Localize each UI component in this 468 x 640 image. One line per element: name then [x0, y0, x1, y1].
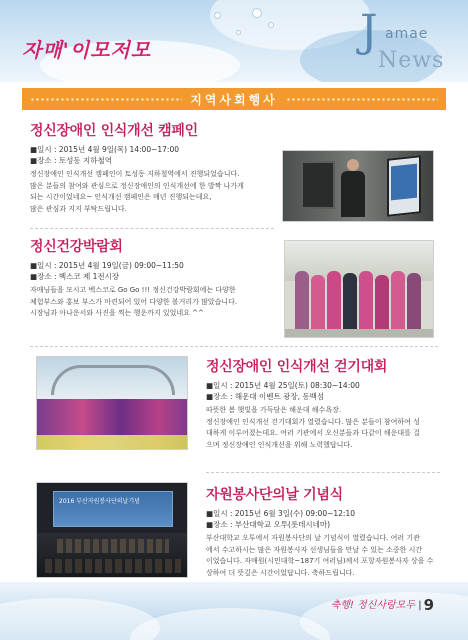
- article-place: ■장소 : 토성동 지하철역: [30, 156, 112, 165]
- brand-news: News: [378, 48, 445, 73]
- water-drop-icon: [268, 22, 274, 28]
- photo-person: [343, 273, 357, 331]
- article-date: ■일시 : 2015년 4월 19일(금) 09:00~11:50: [30, 261, 184, 270]
- photo-person-head: [347, 159, 359, 171]
- article-line: 으며 정신장애인 인식개선을 위해 노력했답니다.: [206, 440, 353, 449]
- water-drop-icon: [236, 30, 241, 35]
- photo-booth: [301, 161, 335, 209]
- article-volunteer-day: [206, 484, 456, 579]
- photo-floor: [285, 329, 434, 338]
- article-meta: [30, 260, 270, 282]
- volunteer-ceremony-photo: [36, 482, 188, 578]
- article-divider: [30, 228, 274, 229]
- article-line: 이었습니다. 자매원(시민대학~187기 여러님)께서 포항자원봉사자 상을 수: [206, 557, 434, 565]
- brand-name: amae: [385, 26, 429, 42]
- article-meta: [206, 508, 456, 530]
- walking-event-photo: [36, 356, 188, 450]
- photo-stage-arch: [51, 365, 175, 395]
- article-line: 정신장애인 인식개선 캠페인이 토성동 지하철역에서 진행되었습니다.: [30, 170, 240, 178]
- page-number-block: [331, 596, 434, 614]
- section-title: 지역사회행사: [190, 92, 278, 107]
- page-number: 9: [423, 596, 434, 614]
- article-line: 자매님들을 모시고 벡스코로 Go Go !!! 정신건강박람회에는 다양한: [30, 286, 236, 294]
- water-drop-icon: [214, 12, 221, 19]
- article-body: [30, 169, 270, 215]
- article-place: ■장소 : 해운대 이벤트 광장, 동백섬: [206, 392, 325, 401]
- article-title: 정신장애인 인식개선 캠페인: [30, 123, 198, 139]
- photo-seat-row: [45, 559, 181, 573]
- photo-person: [391, 271, 405, 331]
- photo-sign-screen: [391, 164, 417, 201]
- water-drop-icon: [252, 8, 262, 18]
- footer-label: 축행! 정신사랑모두: [330, 600, 415, 611]
- article-line: 되는 시간이었네요~ 인식개선 캠페인은 매년 진행되는데요,: [30, 193, 212, 201]
- article-line: 체험부스와 홍보 부스가 마련되어 있어 다양한 볼거리가 많았습니다.: [30, 297, 238, 306]
- banner-dots-right: [286, 98, 438, 101]
- article-date: ■일시 : 2015년 6월 3일(수) 09:00~12:10: [206, 509, 355, 518]
- page-header: [0, 0, 468, 82]
- article-divider: [206, 472, 440, 473]
- article-meta: [30, 144, 270, 166]
- article-body: [30, 285, 270, 320]
- article-place: ■장소 : 부산대학교 오투(롯데시네마): [206, 520, 331, 529]
- photo-person: [295, 271, 309, 331]
- article-divider: [30, 346, 438, 347]
- photo-balloons: [37, 435, 188, 450]
- photo-screen-text: 2016 부산자원봉사단의날기념: [59, 498, 140, 505]
- article-line: 대하게 이루어졌는데요. 여러 기관에서 오신분들과 다같이 해운대를 걸: [206, 429, 420, 437]
- article-place: ■장소 : 벡스코 제 1전시장: [30, 272, 120, 281]
- section-logo-title: 자매'이모저모: [22, 38, 152, 62]
- article-line: 많은 관심과 지지 부탁드립니다.: [30, 204, 127, 213]
- article-line: 시장님과 아나운서와 사진을 찍는 행운까지 있었네요 ^^: [30, 309, 204, 317]
- article-walking: [206, 356, 456, 451]
- campaign-photo: [282, 150, 434, 222]
- photo-person: [311, 275, 325, 331]
- article-date: ■일시 : 2015년 4월 25일(토) 08:30~14:00: [206, 381, 360, 390]
- article-title: 정신장애인 인식개선 걷기대회: [206, 359, 388, 375]
- footer-separator: |: [418, 600, 422, 611]
- section-banner: [22, 88, 446, 110]
- photo-person: [375, 275, 389, 331]
- photo-people-row: [57, 539, 169, 553]
- article-body: [206, 405, 456, 451]
- article-line: 부산대학교 오투에서 자원봉사단의 날 기념식이 열렸습니다. 여러 기관: [206, 534, 420, 542]
- expo-group-photo: [284, 240, 434, 338]
- photo-person: [407, 273, 421, 331]
- article-title: 정신건강박람회: [30, 239, 123, 255]
- article-line: 정신장애인 인식개선 걷기대회가 열렸습니다. 많은 분들이 참여하여 성: [206, 417, 420, 426]
- brand-initial: J: [360, 6, 378, 57]
- article-line: 상하여 더 뜻깊은 시간이었답니다. 축하드립니다.: [206, 568, 355, 577]
- photo-person: [359, 271, 373, 331]
- article-line: 에서 수고하시는 많은 자원봉사자 선생님들을 만날 수 있는 소중한 시간: [206, 545, 423, 554]
- article-date: ■일시 : 2015년 4월 9일(목) 14:00~17:00: [30, 145, 179, 154]
- article-line: 많은 분들의 참여와 관심으로 정신장애인의 인식개선에 한 발짝 나가게: [30, 181, 244, 190]
- banner-dots-left: [30, 98, 182, 101]
- article-line: 따뜻한 봄 햇빛을 가득담은 해운대 해수욕장.: [206, 406, 342, 414]
- article-body: [206, 533, 456, 579]
- article-campaign: [30, 120, 270, 215]
- photo-person: [327, 271, 341, 331]
- article-expo: [30, 236, 270, 320]
- photo-person-body: [341, 171, 365, 217]
- article-title: 자원봉사단의날 기념식: [206, 487, 343, 503]
- article-meta: [206, 380, 456, 402]
